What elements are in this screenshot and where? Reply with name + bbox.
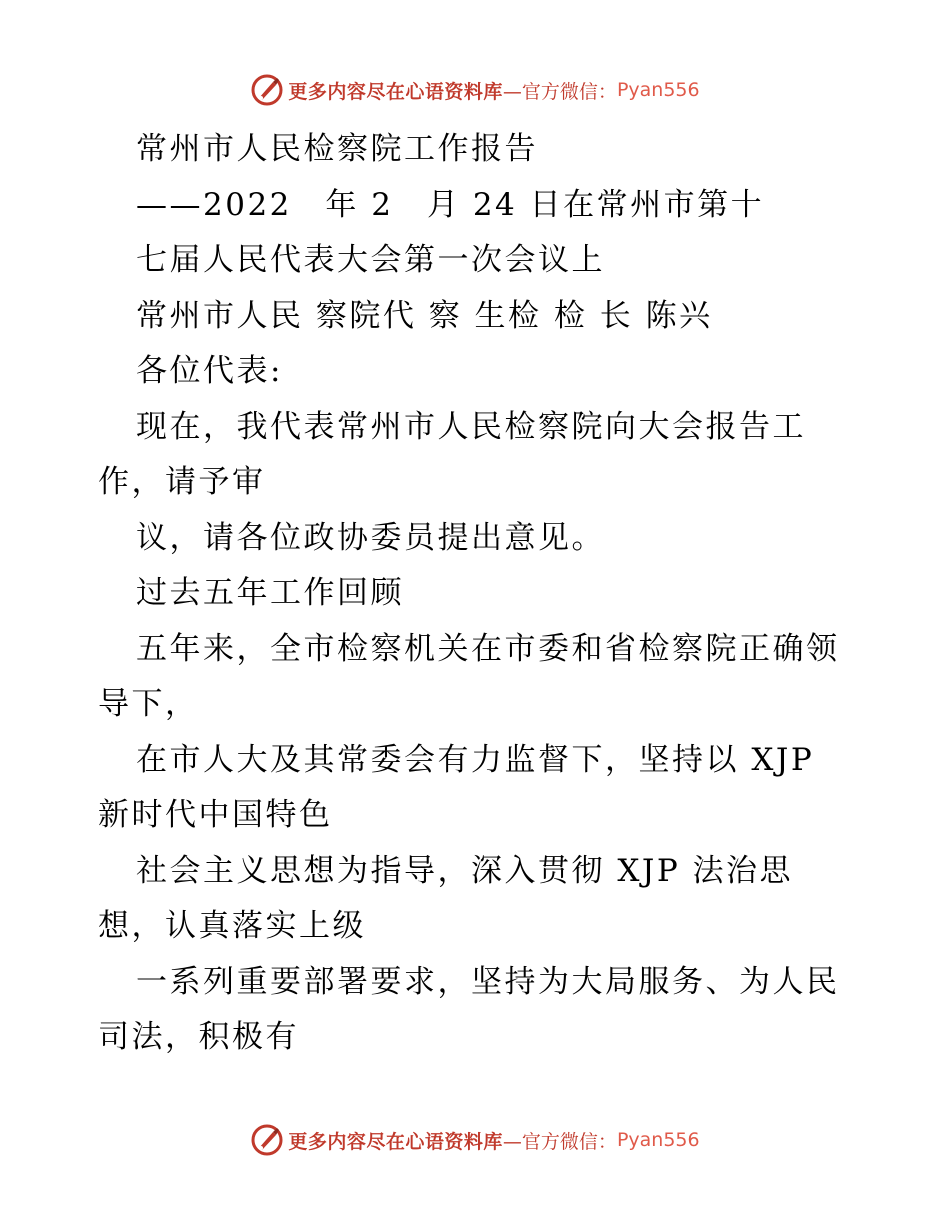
paragraph-line: 新时代中国特色: [98, 797, 333, 833]
report-subtitle-line-1: ——2022 年 2 月 24 日在常州市第十: [136, 186, 765, 223]
paragraph-line: 司法，积极有: [98, 1019, 299, 1055]
paragraph-line: 社会主义思想为指导，深入贯彻 XJP 法治思: [136, 852, 794, 889]
header-banner: [0, 70, 950, 110]
salutation: 各位代表:: [136, 353, 283, 389]
banner-text-main: 更多内容尽在心语资料库: [288, 80, 503, 103]
banner-text-main: 更多内容尽在心语资料库: [288, 1130, 503, 1153]
paragraph-line: 一系列重要部署要求，坚持为大局服务、为人民: [136, 963, 840, 1000]
report-author: 常州市人民 察院代 察 生检 检 长 陈兴: [136, 297, 713, 334]
report-body: [98, 122, 868, 1066]
banner-text-id: Pyan556: [616, 79, 700, 101]
paragraph-line: 议，请各位政协委员提出意见。: [136, 519, 605, 556]
report-subtitle-line-2: 七届人民代表大会第一次会议上: [136, 242, 605, 278]
paragraph-line: 导下，: [98, 686, 199, 722]
footer-banner: [0, 1120, 950, 1160]
banner-text-wechat: —官方微信：: [502, 1130, 617, 1153]
banner-text-wechat: —官方微信：: [502, 80, 617, 103]
banner-text-id: Pyan556: [616, 1129, 700, 1151]
quill-logo-icon: [250, 1123, 284, 1157]
paragraph-line: 作，请予审: [98, 464, 266, 500]
paragraph-line: 五年来，全市检察机关在市委和省检察院正确领: [136, 630, 840, 667]
report-title: 常州市人民检察院工作报告: [136, 131, 538, 167]
paragraph-line: 想，认真落实上级: [98, 908, 366, 944]
quill-logo-icon: [250, 73, 284, 107]
paragraph-line: 现在，我代表常州市人民检察院向大会报告工: [136, 408, 806, 445]
paragraph-line: 在市人大及其常委会有力监督下，坚持以 XJP: [136, 741, 815, 778]
section-heading: 过去五年工作回顾: [136, 575, 404, 611]
